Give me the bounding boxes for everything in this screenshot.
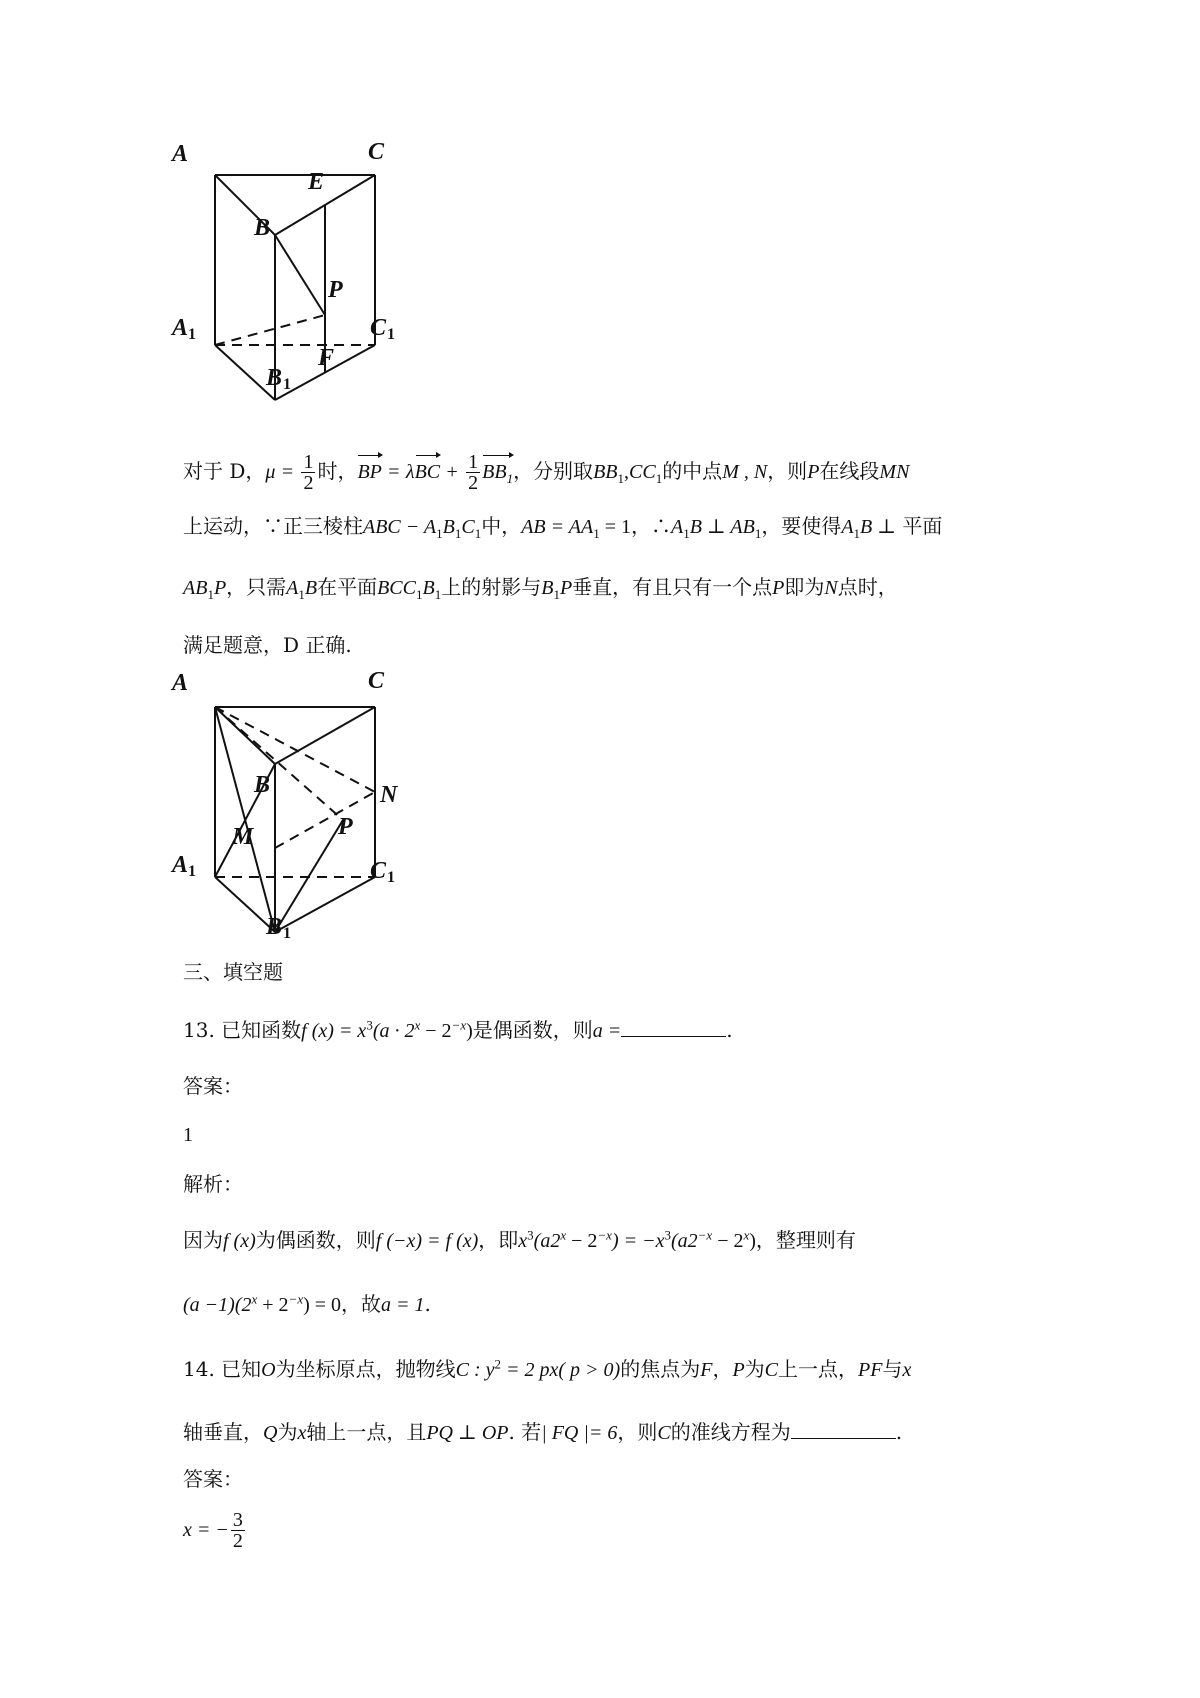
label-C1: C bbox=[370, 858, 387, 884]
label-A: A bbox=[172, 141, 189, 167]
solution-d-line1: 对于 D，μ = $\frac{1}{2}$ 时，BP = λBC + $\frac{1}{2}$ $BB_1$，分别取$BB_1,CC_1$的中点M , N，则P在线段MN bbox=[183, 451, 910, 494]
q13-solution-line2: $(a -1)(2^x + 2^{-x}) = 0$，故a = 1. bbox=[183, 1291, 431, 1316]
label-P: P bbox=[328, 277, 343, 303]
section-title: 三、填空题 bbox=[183, 960, 283, 984]
label-F: F bbox=[318, 345, 335, 371]
solution-d-line3: $AB_1P$，只需$A_1B$在平面$BCC_1B_1$上的射影与$B_1P$垂直，有且只有一个点P即为N点时， bbox=[183, 575, 898, 602]
prism-figure-2 bbox=[172, 668, 440, 957]
q14-answer-label: 答案： bbox=[183, 1467, 243, 1491]
prism-figure-1 bbox=[172, 139, 440, 425]
label-C: C bbox=[368, 139, 385, 165]
label-M: M bbox=[232, 824, 254, 850]
label-B1: B bbox=[266, 914, 283, 940]
label-E: E bbox=[308, 169, 325, 195]
svg-text:1: 1 bbox=[188, 863, 196, 880]
label-B: B bbox=[254, 772, 271, 798]
q13-analysis-label: 解析： bbox=[183, 1172, 243, 1196]
answer-blank bbox=[791, 1420, 896, 1439]
answer-blank bbox=[621, 1018, 726, 1037]
label-A1: A bbox=[172, 315, 189, 341]
svg-text:1: 1 bbox=[387, 326, 395, 343]
label-A: A bbox=[172, 670, 189, 696]
label-N: N bbox=[380, 782, 398, 808]
q14-answer: x = − $\frac{3}{2}$ bbox=[183, 1509, 243, 1552]
q13-solution-line1: 因为f (x)为偶函数，则f (−x) = f (x)，即$x^3(a2^x - 2^{-x}) = -x^3(a2^{-x} - 2^x)$，整理则有 bbox=[183, 1227, 856, 1252]
question-14-line2: 轴垂直，Q为x轴上一点，且PQ ⊥ OP. 若| FQ |= 6，则C的准线方程为 . bbox=[183, 1420, 903, 1444]
label-C1: C bbox=[370, 315, 387, 341]
svg-text:1: 1 bbox=[188, 326, 196, 343]
svg-text:1: 1 bbox=[283, 925, 291, 942]
svg-text:1: 1 bbox=[283, 376, 291, 393]
label-C: C bbox=[368, 668, 385, 694]
solution-d-line2: 上运动，∵正三棱柱ABC − $A_1B_1C_1$中，AB = $AA_1 = 1$，$\therefore A_1B$ ⊥ $AB_1$，要使得$A_1B$ ⊥ 平面 bbox=[183, 514, 943, 541]
label-B1: B bbox=[266, 365, 283, 391]
solution-d-line4: 满足题意，D 正确. bbox=[183, 633, 352, 657]
q13-answer-label: 答案： bbox=[183, 1074, 243, 1098]
label-A1: A bbox=[172, 852, 189, 878]
question-14-line1: 14. 已知O为坐标原点，抛物线C : $y^2 = 2$ px( p > 0)的焦点为F，P为C上一点，PF与x bbox=[183, 1356, 912, 1381]
label-P: P bbox=[338, 814, 353, 840]
label-B: B bbox=[254, 215, 271, 241]
q13-answer: 1 bbox=[183, 1124, 193, 1146]
question-13: 13. 已知函数f $(x) = x^3(a \cdot 2^x - 2^{-x})$是偶函数，则a = . bbox=[183, 1017, 733, 1042]
svg-text:1: 1 bbox=[387, 869, 395, 886]
